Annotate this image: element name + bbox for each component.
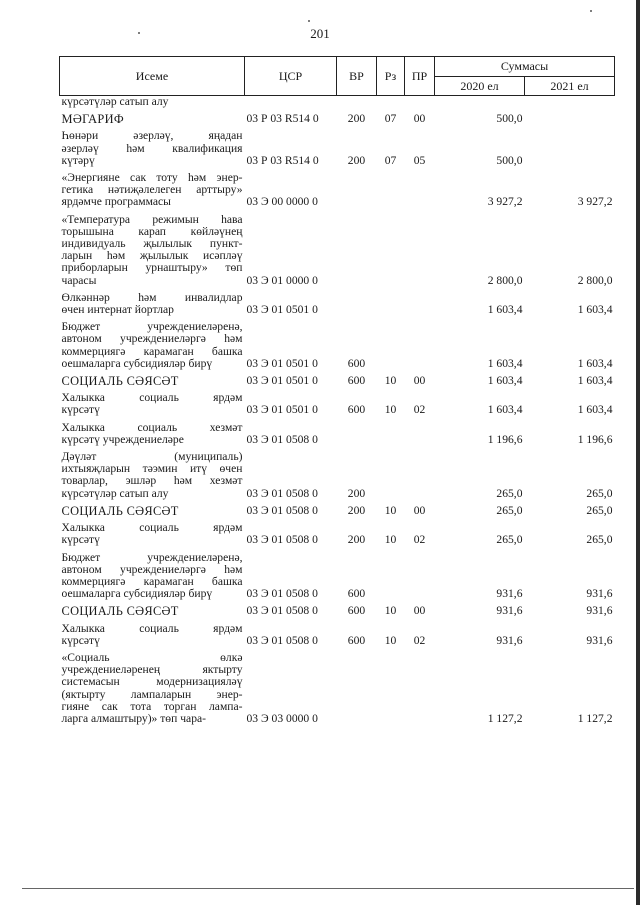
- row-csr: 03 Э 00 0000 0: [246, 195, 318, 209]
- header-year-2020: 2020 ел: [435, 77, 525, 96]
- row-csr: 03 Э 01 0508 0: [246, 587, 318, 601]
- budget-table: [59, 56, 615, 725]
- row-name-line: Бюджет учреждениеләренә,: [61, 320, 243, 334]
- row-name-line: учреждениеләренең яктырту: [61, 663, 243, 677]
- row-rz: 10: [384, 503, 397, 517]
- row-name: [60, 500, 245, 517]
- row-name-line: коммерциягә карамаган башка: [61, 574, 243, 588]
- row-vr: 200: [347, 112, 366, 126]
- row-rz: 10: [384, 374, 397, 388]
- row-rz: 10: [384, 633, 397, 647]
- row-rz: 10: [384, 533, 397, 547]
- row-pr: [405, 647, 435, 725]
- row-name-line: өчен интернат йортлар: [61, 303, 174, 317]
- table-row: [60, 167, 615, 209]
- row-name-line: «Социаль өлкә: [61, 650, 243, 664]
- row-vr: [337, 209, 377, 287]
- row-sum-2021: 931,6: [586, 604, 613, 618]
- header-vr: ВР: [337, 57, 377, 96]
- table-row: [60, 446, 615, 500]
- row-csr: 03 Р 03 R514 0: [246, 112, 319, 126]
- row-name: [60, 517, 245, 546]
- row-name-line: ларын һәм җылылык исәпләү: [61, 249, 243, 263]
- row-rz: [377, 417, 405, 446]
- row-vr: 600: [347, 604, 366, 618]
- row-name: [60, 167, 245, 209]
- row-sum-2021: [525, 125, 615, 167]
- row-name-line: товарлар, эшләр һәм хезмәт: [61, 474, 243, 488]
- row-name-line: оешмаларга субсидияләр бирү: [61, 587, 213, 601]
- row-vr: [337, 417, 377, 446]
- table-row: [60, 618, 615, 647]
- row-name-line: коммерциягә карамаган башка: [61, 344, 243, 358]
- row-name-line: Һөнәри әзерләү, яңадан: [61, 129, 243, 143]
- row-name-line: индивидуаль җылылык пункт-: [61, 237, 243, 251]
- table-row: [60, 209, 615, 287]
- row-csr: 03 Э 03 0000 0: [246, 711, 318, 725]
- row-sum-2020: 265,0: [496, 503, 523, 517]
- row-name: [60, 600, 245, 617]
- row-csr: 03 Э 01 0508 0: [246, 503, 318, 517]
- table-row: [60, 417, 615, 446]
- row-sum-2020: 3 927,2: [487, 195, 523, 209]
- scan-speck: [308, 20, 310, 22]
- row-pr: [405, 316, 435, 370]
- row-csr: 03 Э 01 0508 0: [246, 633, 318, 647]
- row-sum-2020: 931,6: [496, 587, 523, 601]
- row-sum-2021: [525, 108, 615, 125]
- row-name-line: ярдәмче программасы: [61, 195, 171, 209]
- row-rz: 07: [384, 153, 397, 167]
- row-name: [60, 209, 245, 287]
- table-row: [60, 500, 615, 517]
- row-name-line: күтәрү: [61, 153, 95, 167]
- row-sum-2021: 1 603,4: [577, 374, 613, 388]
- table-row: [60, 96, 615, 109]
- row-sum-2021: 931,6: [586, 633, 613, 647]
- header-pr: ПР: [405, 57, 435, 96]
- row-csr: 03 Э 01 0501 0: [246, 374, 318, 388]
- row-pr: 00: [413, 112, 426, 126]
- row-vr: 200: [347, 486, 366, 500]
- row-rz: 10: [384, 403, 397, 417]
- row-sum-2021: 265,0: [586, 486, 613, 500]
- row-sum-2020: 1 603,4: [487, 303, 523, 317]
- row-sum-2020: [435, 96, 525, 109]
- row-sum-2021: 931,6: [586, 587, 613, 601]
- row-sum-2020: 500,0: [496, 112, 523, 126]
- row-name: [60, 547, 245, 601]
- row-name-line: әзерләү һәм квалификация: [61, 141, 243, 155]
- row-sum-2021: 1 603,4: [577, 303, 613, 317]
- row-rz: [377, 647, 405, 725]
- row-name-line: автоном учреждениеләргә һәм: [61, 332, 243, 346]
- row-name-line: күрсәтүләр сатып алу: [61, 95, 169, 108]
- row-name-line: «Температура режимын һава: [61, 212, 243, 226]
- row-pr: 02: [413, 633, 426, 647]
- row-vr: [337, 167, 377, 209]
- row-rz: [377, 547, 405, 601]
- row-vr: 600: [347, 403, 366, 417]
- row-name-line: Халыкка социаль ярдәм: [61, 621, 243, 635]
- row-name: [60, 96, 245, 109]
- row-pr: 00: [413, 503, 426, 517]
- row-name-line: оешмаларга субсидияләр бирү: [61, 356, 213, 370]
- row-name: [60, 125, 245, 167]
- row-name-line: Халыкка социаль хезмәт: [61, 420, 243, 434]
- row-name-line: күрсәтү: [61, 633, 100, 647]
- row-rz: [377, 446, 405, 500]
- row-name-line: «Энергияне сак тоту һәм энер-: [61, 171, 243, 185]
- row-pr: [405, 96, 435, 109]
- header-csr: ЦСР: [245, 57, 337, 96]
- row-name: [60, 446, 245, 500]
- row-name: [60, 316, 245, 370]
- row-sum-2021: [525, 96, 615, 109]
- bottom-rule: [22, 888, 634, 889]
- row-sum-2020: 931,6: [496, 604, 523, 618]
- page-number: 201: [310, 26, 330, 41]
- row-pr: [405, 446, 435, 500]
- table-row: [60, 370, 615, 387]
- row-vr: 200: [347, 153, 366, 167]
- row-name: [60, 618, 245, 647]
- row-sum-2020: 1 127,2: [487, 711, 523, 725]
- row-csr: 03 Э 01 0501 0: [246, 403, 318, 417]
- row-rz: [377, 167, 405, 209]
- row-sum-2021: 1 603,4: [577, 403, 613, 417]
- row-rz: [377, 96, 405, 109]
- row-pr: [405, 209, 435, 287]
- table-row: [60, 647, 615, 725]
- table-row: [60, 387, 615, 416]
- scan-speck: [590, 10, 592, 12]
- row-sum-2020: 1 603,4: [487, 356, 523, 370]
- row-name: [60, 287, 245, 316]
- row-pr: 05: [413, 153, 426, 167]
- row-rz: 10: [384, 604, 397, 618]
- row-rz: [377, 209, 405, 287]
- row-rz: [377, 316, 405, 370]
- row-sum-2020: 931,6: [496, 633, 523, 647]
- row-pr: 02: [413, 403, 426, 417]
- table-row: [60, 287, 615, 316]
- row-sum-2020: 2 800,0: [487, 273, 523, 287]
- header-rz: Рз: [377, 57, 405, 96]
- row-csr: 03 Э 01 0501 0: [246, 356, 318, 370]
- row-name-line: күрсәтү учреждениеләре: [61, 432, 184, 446]
- row-name-line: торышына карап көйләүнең: [61, 224, 243, 238]
- row-sum-2020: 265,0: [496, 533, 523, 547]
- row-rz: [377, 287, 405, 316]
- row-pr: 00: [413, 374, 426, 388]
- row-name-line: күрсәтүләр сатып алу: [61, 486, 169, 500]
- row-name-line: Өлкәннәр һәм инвалидлар: [61, 290, 243, 304]
- row-sum-2021: 1 603,4: [577, 356, 613, 370]
- row-vr: [337, 96, 377, 109]
- row-pr: 00: [413, 604, 426, 618]
- row-csr: 03 Э 01 0508 0: [246, 486, 318, 500]
- row-sum-2021: 265,0: [586, 533, 613, 547]
- row-name-line: Халыкка социаль ярдәм: [61, 391, 243, 405]
- row-name-line: Халыкка социаль ярдәм: [61, 521, 243, 535]
- row-vr: 200: [347, 533, 366, 547]
- table-row: [60, 316, 615, 370]
- row-name-line: ларга алмаштыру)» төп чара-: [61, 711, 206, 725]
- row-pr: [405, 167, 435, 209]
- row-name: [60, 108, 245, 125]
- row-name-line: автоном учреждениеләргә һәм: [61, 562, 243, 576]
- row-sum-2021: 1 196,6: [577, 432, 613, 446]
- table-row: [60, 517, 615, 546]
- row-name-line: приборларын урнаштыру» төп: [61, 261, 243, 275]
- row-csr: 03 Э 01 0508 0: [246, 604, 318, 618]
- row-vr: 600: [347, 374, 366, 388]
- row-sum-2020: 500,0: [496, 153, 523, 167]
- row-sum-2020: 1 603,4: [487, 403, 523, 417]
- row-name-line: күрсәтү: [61, 533, 100, 547]
- row-name-line: ихтыяҗларын тәэмин итү өчен: [61, 462, 243, 476]
- scan-edge: [636, 0, 640, 905]
- row-name: [60, 647, 245, 725]
- row-name-line: МӘГАРИФ: [61, 112, 124, 127]
- row-name-line: гетика нәтиҗәлелеген арттыру»: [61, 183, 243, 197]
- row-name-line: күрсәтү: [61, 403, 100, 417]
- row-name-line: чарасы: [61, 273, 97, 287]
- row-vr: [337, 287, 377, 316]
- row-name-line: (яктырту лампаларын энер-: [61, 687, 243, 701]
- row-sum-2021: 2 800,0: [577, 273, 613, 287]
- row-csr: [245, 96, 337, 109]
- row-sum-2020: 1 603,4: [487, 374, 523, 388]
- row-csr: 03 Э 01 0501 0: [246, 303, 318, 317]
- row-name-line: СОЦИАЛЬ СӘЯСӘТ: [61, 503, 179, 518]
- row-pr: [405, 417, 435, 446]
- row-vr: 200: [347, 503, 366, 517]
- row-rz: 07: [384, 112, 397, 126]
- row-csr: 03 Э 01 0000 0: [246, 273, 318, 287]
- row-name-line: гияне сак тота торган лампа-: [61, 699, 243, 713]
- row-csr: 03 Э 01 0508 0: [246, 432, 318, 446]
- header-name: Исеме: [60, 57, 245, 96]
- row-vr: [337, 647, 377, 725]
- row-name: [60, 387, 245, 416]
- row-pr: 02: [413, 533, 426, 547]
- header-year-2021: 2021 ел: [525, 77, 615, 96]
- row-pr: [405, 287, 435, 316]
- row-pr: [405, 547, 435, 601]
- table-row: [60, 600, 615, 617]
- row-vr: 600: [347, 587, 366, 601]
- table-header: [60, 57, 615, 96]
- row-sum-2021: 1 127,2: [577, 711, 613, 725]
- header-sum: Суммасы: [435, 57, 615, 77]
- table-body: [60, 96, 615, 726]
- table-row: [60, 108, 615, 125]
- row-name-line: Бюджет учреждениеләренә,: [61, 550, 243, 564]
- row-sum-2021: 265,0: [586, 503, 613, 517]
- row-name-line: системасын модернизацияләү: [61, 675, 243, 689]
- row-name: [60, 370, 245, 387]
- row-sum-2020: 265,0: [496, 486, 523, 500]
- row-vr: 600: [347, 633, 366, 647]
- row-name-line: СОЦИАЛЬ СӘЯСӘТ: [61, 374, 179, 389]
- row-vr: 600: [347, 356, 366, 370]
- table-row: [60, 547, 615, 601]
- row-name-line: СОЦИАЛЬ СӘЯСӘТ: [61, 604, 179, 619]
- row-name-line: Дәүләт (муниципаль): [61, 450, 243, 464]
- row-sum-2021: 3 927,2: [577, 195, 613, 209]
- row-csr: 03 Э 01 0508 0: [246, 533, 318, 547]
- row-name: [60, 417, 245, 446]
- table-row: [60, 125, 615, 167]
- row-sum-2020: 1 196,6: [487, 432, 523, 446]
- row-csr: 03 Р 03 R514 0: [246, 153, 319, 167]
